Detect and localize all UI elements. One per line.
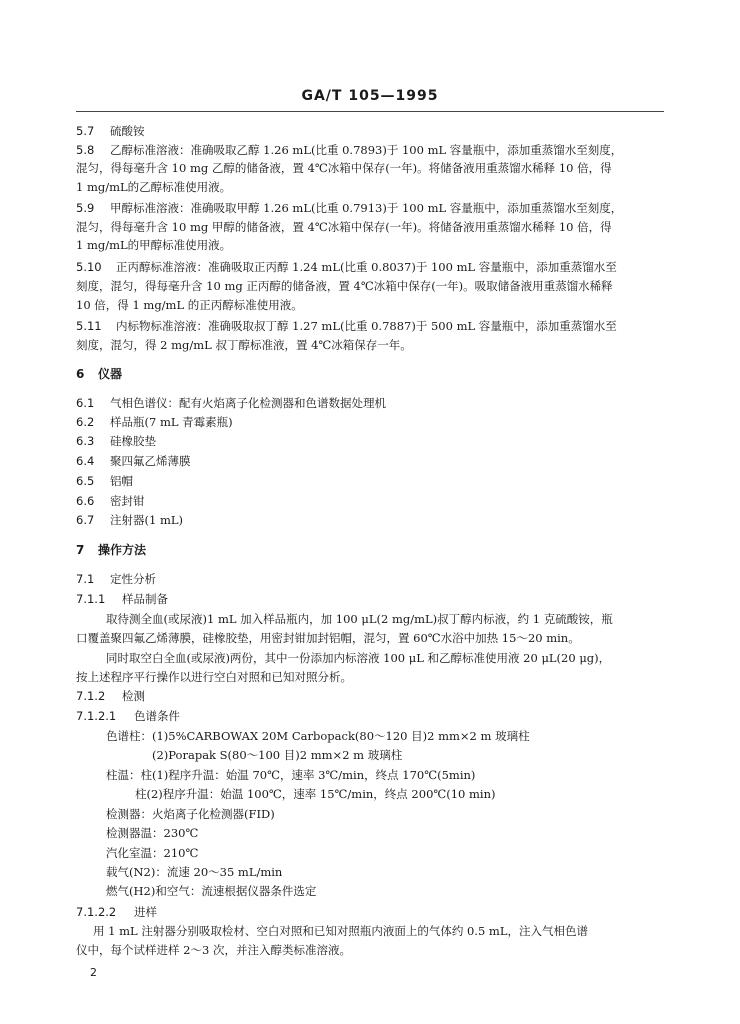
- clause-text: 聚四氟乙烯薄膜: [110, 454, 191, 468]
- standard-code-header: GA/T 105—1995: [301, 88, 439, 104]
- section-number: 7: [76, 543, 85, 557]
- instrument-6-5: [76, 474, 133, 488]
- instrument-6-2: [76, 415, 233, 429]
- clause-5-11-line2: 刻度，混匀，得 2 mg/mL 叔丁醇标准液，置 4℃冰箱保存一年。: [76, 338, 412, 352]
- clause-number: 7.1.1: [76, 592, 106, 606]
- clause-text: 注射器(1 mL): [110, 513, 183, 527]
- clause-7-1-1: [76, 592, 168, 606]
- instrument-6-3: [76, 434, 156, 448]
- clause-7-1-2-1: [76, 709, 180, 723]
- clause-text: 正丙醇标准溶液：准确吸取正丙醇 1.24 mL(比重 0.8037)于 100 mL 容量瓶中，添加重蒸馏水至: [116, 260, 617, 274]
- column-temp-1: 柱温：柱(1)程序升温：始温 70℃，速率 3℃/min，终点 170℃(5min): [106, 768, 476, 782]
- clause-number: 6.4: [76, 454, 95, 468]
- clause-text: 硅橡胶垫: [110, 434, 156, 448]
- clause-number: 6.5: [76, 474, 95, 488]
- header-rule: [76, 111, 664, 112]
- clause-text: 色谱条件: [134, 709, 180, 723]
- clause-text: 进样: [134, 905, 157, 919]
- clause-number: 5.9: [76, 201, 95, 215]
- clause-7-1-2-2: [76, 905, 157, 919]
- page-number: 2: [90, 966, 97, 979]
- clause-text: 硫酸铵: [110, 124, 145, 138]
- clause-number: 7.1.2.1: [76, 709, 117, 723]
- column-spec-1: 色谱柱：(1)5%CARBOWAX 20M Carbopack(80～120 目)2 mm×2 m 玻璃柱: [106, 729, 530, 743]
- clause-text: 定性分析: [110, 572, 156, 586]
- clause-number: 7.1: [76, 572, 95, 586]
- column-spec-2: (2)Porapak S(80～100 目)2 mm×2 m 玻璃柱: [152, 748, 403, 762]
- clause-text: 内标物标准溶液：准确吸取叔丁醇 1.27 mL(比重 0.7887)于 500 mL 容量瓶中，添加重蒸馏水至: [116, 319, 617, 333]
- clause-text: 气相色谱仪：配有火焰离子化检测器和色谱数据处理机: [110, 396, 386, 410]
- clause-number: 6.1: [76, 396, 95, 410]
- detector-temp: 检测器温：230℃: [106, 826, 199, 840]
- clause-text: 样品制备: [122, 592, 168, 606]
- carrier-gas: 载气(N2)：流速 20～35 mL/min: [106, 865, 283, 879]
- clause-5-9-line2: 混匀，得每毫升含 10 mg 甲醇的储备液，置 4℃冰箱中保存(一年)。将储备液用重蒸馏水稀释 10 倍，得: [76, 220, 612, 234]
- sample-prep-para1-line1: 取待测全血(或尿液)1 mL 加入样品瓶内，加 100 μL(2 mg/mL)叔丁醇内标液，约 1 克硫酸铵，瓶: [106, 612, 613, 626]
- clause-number: 6.3: [76, 434, 95, 448]
- clause-7-1: [76, 572, 156, 586]
- clause-5-9: [76, 201, 622, 215]
- clause-text: 密封钳: [110, 494, 145, 508]
- clause-5-8-line2: 混匀，得每毫升含 10 mg 乙醇的储备液，置 4℃冰箱中保存(一年)。将储备液用重蒸馏水稀释 10 倍，得: [76, 161, 612, 175]
- instrument-6-6: [76, 494, 145, 508]
- clause-text: 铝帽: [110, 474, 133, 488]
- section-number: 6: [76, 367, 85, 381]
- clause-number: 6.2: [76, 415, 95, 429]
- detector: 检测器：火焰离子化检测器(FID): [106, 807, 275, 821]
- sample-prep-para2-line2: 按上述程序平行操作以进行空白对照和已知对照分析。: [76, 670, 352, 684]
- instrument-6-7: [76, 513, 183, 527]
- section-6-heading: [76, 367, 122, 381]
- vaporizer-temp: 汽化室温：210℃: [106, 846, 199, 860]
- clause-5-9-line3: 1 mg/mL的甲醇标准使用液。: [76, 238, 232, 252]
- section-7-heading: [76, 543, 146, 557]
- sample-prep-para1-line2: 口覆盖聚四氟乙烯薄膜，硅橡胶垫，用密封钳加封铝帽，混匀，置 60℃水浴中加热 15～20 min。: [76, 631, 580, 645]
- fuel-gas: 燃气(H2)和空气：流速根据仪器条件选定: [106, 884, 317, 898]
- clause-number: 5.7: [76, 124, 95, 138]
- clause-7-1-2: [76, 689, 145, 703]
- clause-5-8: [76, 143, 622, 157]
- sample-prep-para2-line1: 同时取空白全血(或尿液)两份，其中一份添加内标溶液 100 μL 和乙醇标准使用液 20 μL(20 μg)，: [106, 651, 611, 665]
- clause-5-10-line3: 10 倍，得 1 mg/mL 的正丙醇标准使用液。: [76, 298, 303, 312]
- instrument-6-4: [76, 454, 191, 468]
- clause-number: 5.11: [76, 319, 102, 333]
- clause-5-10-line2: 刻度，混匀，得每毫升含 10 mg 正丙醇的储备液，置 4℃冰箱中保存(一年)。吸取储备液用重蒸馏水稀释: [76, 279, 613, 293]
- instrument-6-1: [76, 396, 386, 410]
- clause-5-8-line3: 1 mg/mL的乙醇标准使用液。: [76, 180, 232, 194]
- clause-number: 7.1.2.2: [76, 905, 117, 919]
- injection-line2: 仪中，每个试样进样 2～3 次，并注入醇类标准溶液。: [76, 943, 351, 957]
- clause-text: 样品瓶(7 mL 青霉素瓶): [110, 415, 233, 429]
- clause-text: 甲醇标准溶液：准确吸取甲醇 1.26 mL(比重 0.7913)于 100 mL 容量瓶中，添加重蒸馏水至刻度，: [110, 201, 623, 215]
- section-title: 操作方法: [98, 543, 147, 557]
- clause-number: 7.1.2: [76, 689, 106, 703]
- injection-line1: 用 1 mL 注射器分别吸取检材、空白对照和已知对照瓶内液面上的气体约 0.5 mL，注入气相色谱: [93, 924, 588, 938]
- section-title: 仪器: [98, 367, 123, 381]
- clause-number: 5.10: [76, 260, 102, 274]
- column-temp-2: 柱(2)程序升温：始温 100℃，速率 15℃/min，终点 200℃(10 min): [135, 787, 496, 801]
- clause-5-7: [76, 124, 145, 138]
- clause-text: 乙醇标准溶液：准确吸取乙醇 1.26 mL(比重 0.7893)于 100 mL 容量瓶中，添加重蒸馏水至刻度，: [110, 143, 623, 157]
- clause-number: 6.6: [76, 494, 95, 508]
- clause-text: 检测: [122, 689, 145, 703]
- clause-5-10: [76, 260, 617, 274]
- clause-number: 5.8: [76, 143, 95, 157]
- clause-number: 6.7: [76, 513, 95, 527]
- clause-5-11: [76, 319, 617, 333]
